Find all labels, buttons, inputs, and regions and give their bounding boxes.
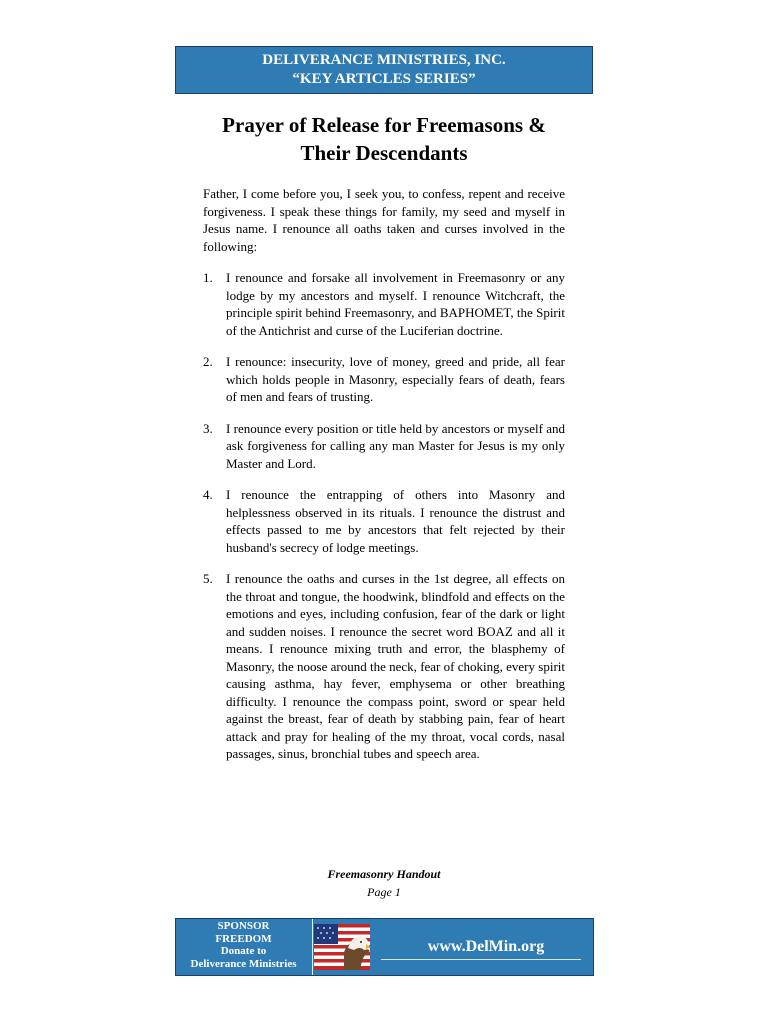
banner-divider — [312, 919, 313, 975]
list-item — [203, 420, 565, 473]
list-item — [203, 486, 565, 556]
list-item-text: I renounce the oaths and curses in the 1st degree, all effects on the throat and tongue, the hoodwink, blindfold and effects on the emotions and eyes, including confusion, fear of the dark or light and sudden noises. I renounce the secret word BOAZ and all it means. I renounce mixing truth and error, the blasphemy of Masonry, the noose around the neck, fear of choking, every spirit causing asthma, hay fever, emphysema or other breathing difficulty. I renounce the compass point, sword or spear held against the breast, fear of death by stabbing pain, fear of heart attack and pray for healing of the my throat, vocal cords, nasal passages, sinus, bronchial tubes and speech area. — [226, 571, 565, 761]
url-underline — [381, 959, 581, 960]
list-item — [203, 570, 565, 763]
title-line-2: Their Descendants — [300, 141, 468, 165]
flag-eagle-icon — [314, 924, 370, 970]
list-item-text: I renounce: insecurity, love of money, greed and pride, all fear which holds people in Masonry, especially fears of death, fears of men and fears of trusting. — [226, 354, 565, 404]
sponsor-line-1: SPONSOR — [217, 920, 270, 932]
title-line-1: Prayer of Release for Freemasons & — [222, 113, 546, 137]
list-item-number: 3. — [203, 420, 213, 436]
renounce-list — [203, 269, 565, 777]
sponsor-text — [176, 920, 311, 970]
header-line-1: DELIVERANCE MINISTRIES, INC. — [262, 52, 506, 68]
sponsor-line-2: FREEDOM — [215, 932, 272, 945]
list-item-text: I renounce every position or title held by ancestors or myself and ask forgiveness for calling any man Master for Jesus is my only Master and Lord. — [226, 420, 565, 471]
list-item — [203, 353, 565, 406]
header-banner — [175, 46, 593, 94]
donate-line-1: Donate to — [220, 945, 267, 957]
list-item-number: 4. — [203, 487, 213, 502]
header-line-2: “KEY ARTICLES SERIES” — [292, 71, 476, 87]
list-item — [203, 269, 565, 339]
list-item-number: 5. — [203, 571, 213, 586]
document-title — [175, 111, 593, 167]
list-item-text: I renounce the entrapping of others into Masonry and helplessness observed in its rituals. I renounce the distrust and effects passed to me by ancestors that felt rejected by their husband's secrecy of lodge meetings. — [226, 487, 565, 555]
sponsor-banner[interactable] — [175, 918, 594, 976]
intro-paragraph: Father, I come before you, I seek you, to confess, repent and receive forgiveness. I speak these things for family, my seed and myself in Jesus name. I renounce all oaths taken and curses involved in the following: — [203, 186, 565, 254]
website-link[interactable]: www.DelMin.org — [427, 938, 545, 955]
page-number: Page 1 — [367, 885, 401, 899]
list-item-text: I renounce and forsake all involvement in Freemasonry or any lodge by my ancestors and myself. I renounce Witchcraft, the principle spirit behind Freemasonry, and BAPHOMET, the Spirit of the Antichrist and curse of the Luciferian doctrine. — [226, 270, 565, 338]
handout-title: Freemasonry Handout — [327, 867, 441, 881]
list-item-number: 2. — [203, 354, 213, 369]
list-item-number: 1. — [203, 270, 213, 285]
donate-line-2: Deliverance Ministries — [190, 957, 297, 970]
